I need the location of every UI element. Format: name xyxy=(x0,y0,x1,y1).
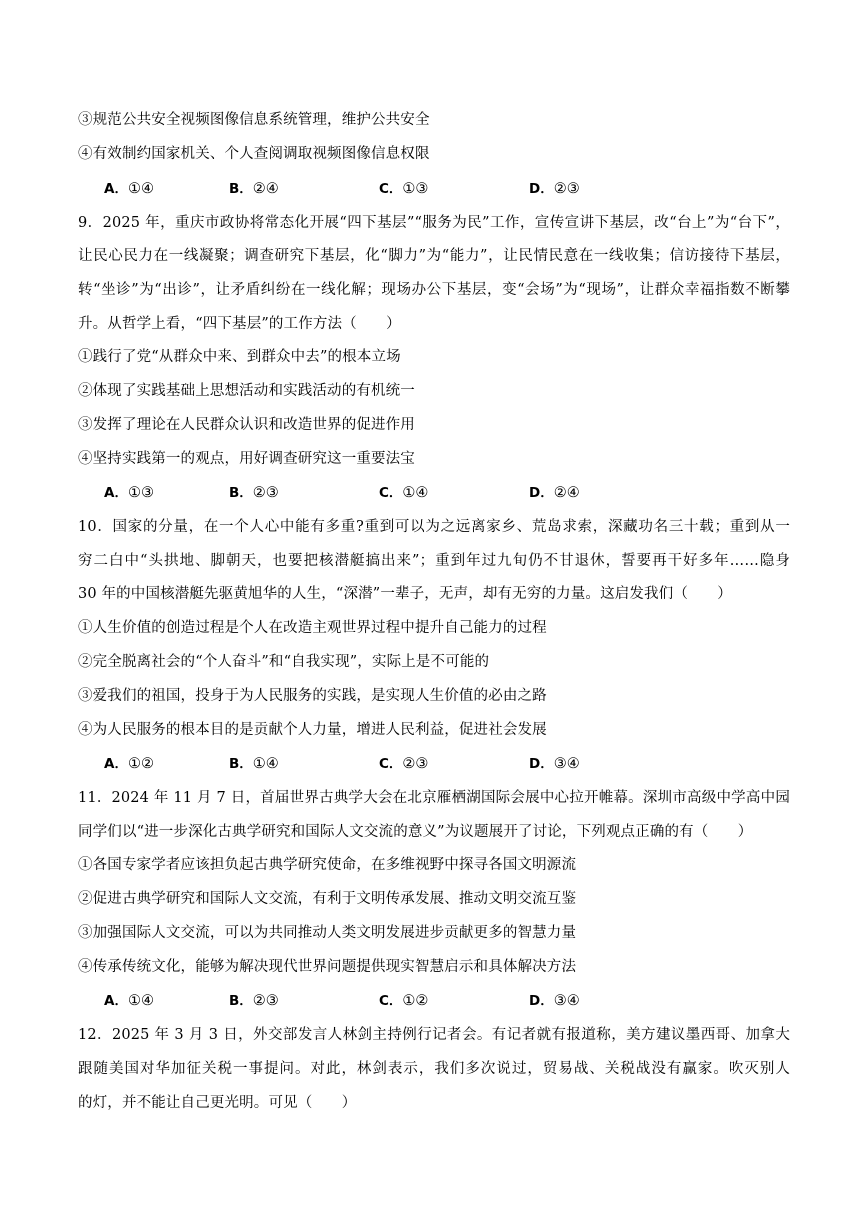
q9-option-a[interactable]: A．①③ xyxy=(104,485,154,501)
q11-statement-2: ②促进古典学研究和国际人文交流，有利于文明传承发展、推动文明交流互鉴 xyxy=(78,891,577,907)
q9-statement-2: ②体现了实践基础上思想活动和实践活动的有机统一 xyxy=(78,383,415,399)
q10-stem-line-2: 穷二白中“头拱地、脚朝天，也要把核潜艇搞出来”；重到年过九旬仍不甘退休，誓要再干好多年……隐身 xyxy=(78,553,790,569)
q10-stem-line-3: 30 年的中国核潜艇先驱黄旭华的人生，“深潜”一辈子，无声，却有无穷的力量。这启发我们（ ） xyxy=(78,586,732,602)
q11-option-b[interactable]: B．②③ xyxy=(229,993,279,1009)
q9-statement-1: ①践行了党“从群众中来、到群众中去”的根本立场 xyxy=(78,349,401,365)
q9-statement-4: ④坚持实践第一的观点，用好调查研究这一重要法宝 xyxy=(78,451,415,467)
q12-stem-line-2: 跟随美国对华加征关税一事提问。对此，林剑表示，我们多次说过，贸易战、关税战没有赢家。吹灭别人 xyxy=(78,1061,790,1077)
q8-options xyxy=(104,179,624,199)
q11-stem-line-1: 11．2024 年 11 月 7 日，首届世界古典学大会在北京雁栖湖国际会展中心拉开帷幕。深圳市高级中学高中园 xyxy=(78,790,790,806)
q9-stem-line-3: 转“坐诊”为“出诊”，让矛盾纠纷在一线化解；现场办公下基层，变“会场”为“现场”，让群众幸福指数不断攀 xyxy=(78,282,790,298)
q9-options xyxy=(104,483,624,503)
q10-options xyxy=(104,754,624,774)
q8-statement-3: ③规范公共安全视频图像信息系统管理，维护公共安全 xyxy=(78,112,430,128)
q11-option-d[interactable]: D．③④ xyxy=(529,993,580,1009)
q10-option-a[interactable]: A．①② xyxy=(104,756,154,772)
q9-stem-line-2: 让民心民力在一线凝聚；调查研究下基层，化“脚力”为“能力”，让民情民意在一线收集；信访接待下基层， xyxy=(78,248,790,264)
q9-stem-line-4: 升。从哲学上看，“四下基层”的工作方法（ ） xyxy=(78,316,401,332)
q10-statement-3: ③爱我们的祖国，投身于为人民服务的实践，是实现人生价值的必由之路 xyxy=(78,688,547,704)
q10-statement-1: ①人生价值的创造过程是个人在改造主观世界过程中提升自己能力的过程 xyxy=(78,620,547,636)
q11-stem-line-2: 同学们以“进一步深化古典学研究和国际人文交流的意义”为议题展开了讨论，下列观点正确的有（ ） xyxy=(78,824,753,840)
q8-statement-4: ④有效制约国家机关、个人查阅调取视频图像信息权限 xyxy=(78,146,430,162)
q10-stem-line-1: 10．国家的分量，在一个人心中能有多重?重到可以为之远离家乡、荒岛求索，深藏功名三十载；重到从一 xyxy=(78,519,790,535)
q9-option-c[interactable]: C．①④ xyxy=(379,485,429,501)
q10-statement-2: ②完全脱离社会的“个人奋斗”和“自我实现”，实际上是不可能的 xyxy=(78,654,490,670)
q8-option-d[interactable]: D．②③ xyxy=(529,181,580,197)
q12-stem-line-1: 12．2025 年 3 月 3 日，外交部发言人林剑主持例行记者会。有记者就有报道称，美方建议墨西哥、加拿大 xyxy=(78,1027,790,1043)
q11-statement-1: ①各国专家学者应该担负起古典学研究使命，在多维视野中探寻各国文明源流 xyxy=(78,857,577,873)
q11-option-c[interactable]: C．①② xyxy=(379,993,429,1009)
q8-option-c[interactable]: C．①③ xyxy=(379,181,429,197)
q11-option-a[interactable]: A．①④ xyxy=(104,993,154,1009)
q11-statement-4: ④传承传统文化，能够为解决现代世界问题提供现实智慧启示和具体解决方法 xyxy=(78,959,577,975)
q11-options xyxy=(104,991,624,1011)
q10-option-b[interactable]: B．①④ xyxy=(229,756,279,772)
q10-statement-4: ④为人民服务的根本目的是贡献个人力量，增进人民利益，促进社会发展 xyxy=(78,722,547,738)
q10-option-c[interactable]: C．②③ xyxy=(379,756,429,772)
q9-stem-line-1: 9．2025 年，重庆市政协将常态化开展“四下基层”“服务为民”工作，宣传宣讲下基层，改“台上”为“台下”， xyxy=(78,215,790,231)
q10-option-d[interactable]: D．③④ xyxy=(529,756,580,772)
q9-option-b[interactable]: B．②③ xyxy=(229,485,279,501)
q9-option-d[interactable]: D．②④ xyxy=(529,485,580,501)
q11-statement-3: ③加强国际人文交流，可以为共同推动人类文明发展进步贡献更多的智慧力量 xyxy=(78,925,577,941)
q8-option-a[interactable]: A．①④ xyxy=(104,181,154,197)
q8-option-b[interactable]: B．②④ xyxy=(229,181,279,197)
q12-stem-line-3: 的灯，并不能让自己更光明。可见（ ） xyxy=(78,1095,357,1111)
q9-statement-3: ③发挥了理论在人民群众认识和改造世界的促进作用 xyxy=(78,417,415,433)
